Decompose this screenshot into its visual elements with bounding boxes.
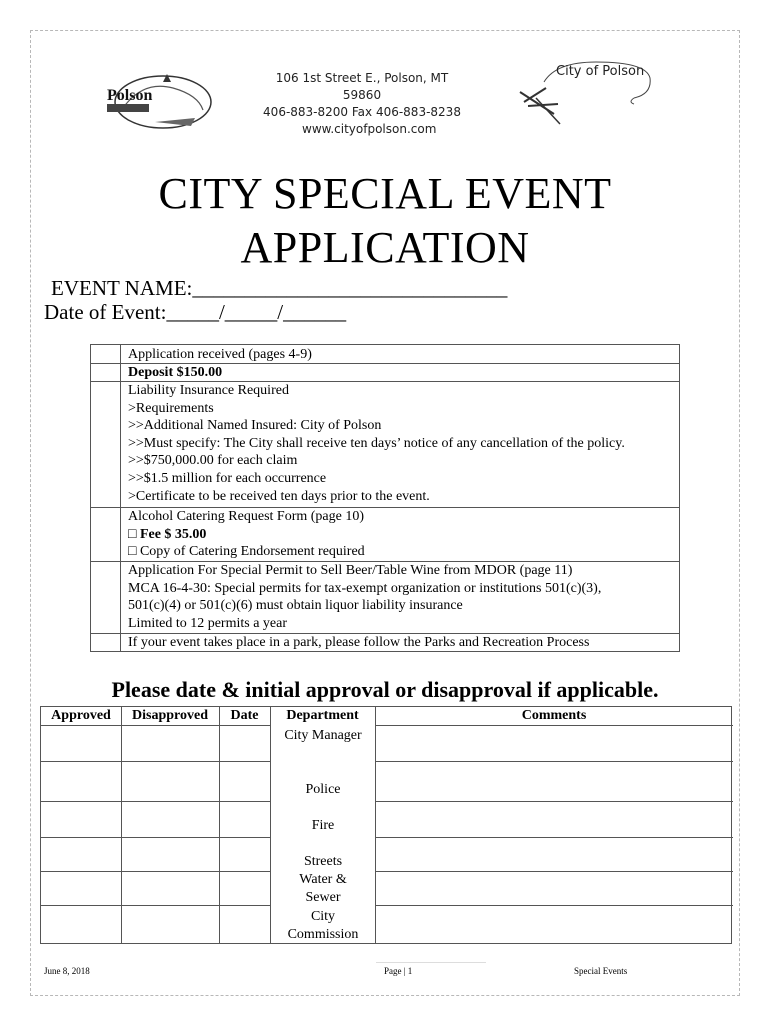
department-water-sewer-line2: Sewer [305,890,341,905]
website-line: www.cityofpolson.com [302,122,437,136]
polson-logo [103,70,213,130]
page-title-line1: CITY SPECIAL EVENT [158,169,612,218]
row-divider [376,837,733,838]
footer-rule [376,962,486,963]
department-city-manager: City Manager [284,728,362,743]
checklist-item-line: MCA 16-4-30: Special permits for tax-exempt organization or institutions 501(c)(3), [128,580,602,596]
svg-text:Polson: Polson [107,87,153,104]
checklist-item-line: >Certificate to be received ten days prior to the event. [128,488,430,504]
column-header-comments: Comments [521,708,587,723]
checklist-item-line: >Requirements [128,400,214,416]
column-divider [121,707,122,943]
catering-endorsement-checkbox[interactable]: □ Copy of Catering Endorsement required [128,544,365,560]
checklist-item-catering: Alcohol Catering Request Form (page 10) [128,509,365,524]
checklist-item-line: >>$750,000.00 for each claim [128,453,298,469]
department-fire: Fire [311,818,335,833]
row-divider [376,801,733,802]
department-water-sewer: Water & [299,872,347,887]
department-city-commission-line2: Commission [287,927,359,942]
footer-date: June 8, 2018 [44,966,90,976]
checklist-item-line: >>Additional Named Insured: City of Polson [128,418,382,434]
column-divider [219,707,220,943]
row-divider [41,725,271,726]
brand-name: City of Polson [556,64,645,79]
checkbox-column-divider [120,345,121,651]
requirements-checklist [90,344,680,652]
checklist-item-insurance: Liability Insurance Required [128,383,289,398]
row-divider [41,871,271,872]
approval-heading: Please date & initial approval or disapproval if applicable. [111,677,659,702]
footer-page-number: Page | 1 [384,966,413,976]
column-header-department: Department [286,708,359,723]
row-divider [41,837,271,838]
row-divider [376,761,733,762]
column-header-date: Date [230,708,259,723]
approval-table [40,706,732,944]
department-streets: Streets [303,854,343,869]
page-title-line2: APPLICATION [240,223,530,272]
row-divider [376,905,733,906]
checklist-item-line: >>$1.5 million for each occurrence [128,471,327,486]
row-divider [376,871,733,872]
checklist-item-line: 501(c)(4) or 501(c)(6) must obtain liquor liability insurance [128,598,463,614]
date-of-event-field[interactable]: Date of Event:_____/_____/______ [44,300,347,324]
checklist-item-special-permit: Application For Special Permit to Sell Beer/Table Wine from MDOR (page 11) [128,563,573,578]
row-divider [41,801,271,802]
row-divider [376,725,733,726]
column-divider [375,707,376,943]
address-line: 106 1st Street E., Polson, MT 59860 [275,71,449,102]
row-divider [41,905,271,906]
row-divider [41,761,271,762]
catering-fee-checkbox[interactable]: □ Fee $ 35.00 [128,526,207,542]
checklist-item-deposit: Deposit $150.00 [128,365,223,380]
column-header-disapproved: Disapproved [132,708,208,723]
column-header-approved: Approved [51,708,111,723]
phone-fax-line: 406-883-8200 Fax 406-883-8238 [263,105,461,119]
department-city-commission: City [310,909,336,924]
checklist-item-line: Limited to 12 permits a year [128,615,288,631]
event-name-field[interactable]: EVENT NAME:______________________________ [51,276,508,300]
footer-section: Special Events [574,966,628,976]
department-police: Police [305,782,341,797]
letterhead-address [262,70,462,138]
checklist-item-parks: If your event takes place in a park, please follow the Parks and Recreation Process [128,635,590,650]
checklist-item-application: Application received (pages 4-9) [128,347,312,362]
checklist-item-line: >>Must specify: The City shall receive ten days’ notice of any cancellation of the policy. [128,435,625,451]
